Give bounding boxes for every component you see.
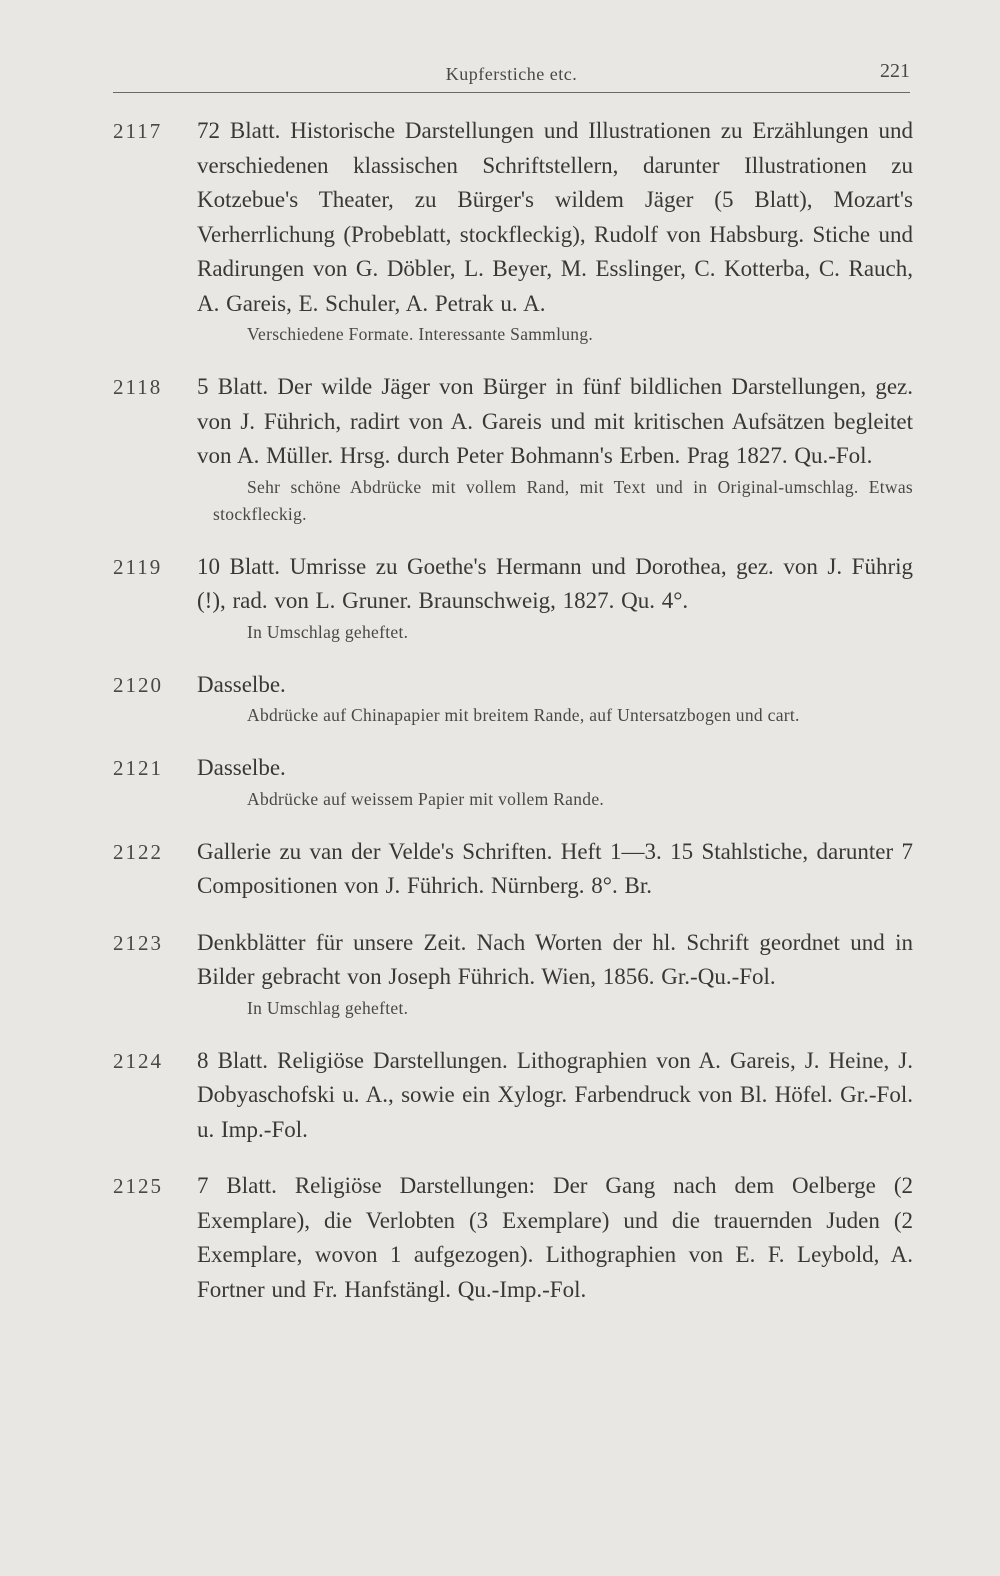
entry-note: Verschiedene Formate. Interessante Sammlung. (247, 324, 594, 344)
entry-note: Abdrücke auf weissem Papier mit vollem Rande. (247, 788, 605, 809)
entry-note: Sehr schöne Abdrücke mit vollem Rand, mit Text und in Original-umschlag. Etwas stockfleckig. (213, 476, 913, 524)
entry-description: Denkblätter für unsere Zeit. Nach Worten der hl. Schrift geordnet und in Bilder gebracht von Joseph Führich. Wien, 1856. Gr.-Qu.-Fol. (197, 929, 913, 989)
entry-number: 2117 (113, 119, 163, 143)
entry-description: 8 Blatt. Religiöse Darstellungen. Lithographien von A. Gareis, J. Heine, J. Dobyaschofski u. A., sowie ein Xylogr. Farbendruck von Bl. Höfel. Gr.-Fol. u. Imp.-Fol. (197, 1047, 913, 1142)
running-head (113, 58, 910, 93)
entry-number: 2121 (113, 756, 163, 780)
entry-number: 2118 (113, 375, 163, 399)
entry-description: 72 Blatt. Historische Darstellungen und Illustrationen zu Erzählungen und verschiedenen klassischen Schriftstellern, darunter Illustrationen zu Kotzebue's Theater, zu Bürger's wildem Jäger (5 Blatt), Mozart's Verherrlichung (Probeblatt, stockfleckig), Rudolf von Habsburg. Stiche und Radirungen von G. Döbler, L. Beyer, M. Esslinger, C. Kotterba, C. Rauch, A. Gareis, E. Schuler, A. Petrak u. A. (197, 118, 913, 316)
entry-description: Dasselbe. (197, 755, 286, 780)
entry-number: 2119 (113, 554, 163, 579)
entry-description: 7 Blatt. Religiöse Darstellungen: Der Gang nach dem Oelberge (2 Exemplare), die Verlobten (3 Exemplare) und die trauernden Juden (2 Exemplare, wovon 1 aufgezogen). Lithographien von E. F. Leybold, A. Fortner und Fr. Hanfstängl. Qu.-Imp.-Fol. (197, 1173, 913, 1302)
entry-list (113, 114, 913, 1329)
entry-description: 10 Blatt. Umrisse zu Goethe's Hermann und Dorothea, gez. von J. Führig (!), rad. von L. Gruner. Braunschweig, 1827. Qu. 4°. (197, 553, 913, 613)
page-number: 221 (880, 60, 910, 82)
entry-note: In Umschlag geheftet. (247, 997, 409, 1018)
catalog-entry (113, 835, 913, 904)
catalog-entry (113, 550, 913, 646)
catalog-entry (113, 1044, 913, 1148)
entry-number: 2124 (113, 1048, 163, 1073)
entry-note: Abdrücke auf Chinapapier mit breitem Rande, auf Untersatzbogen und cart. (247, 705, 800, 725)
entry-note: In Umschlag geheftet. (247, 621, 409, 642)
catalog-entry (113, 114, 913, 348)
entry-description: Gallerie zu van der Velde's Schriften. Heft 1—3. 15 Stahlstiche, darunter 7 Compositionen von J. Führich. Nürnberg. 8°. Br. (197, 838, 913, 898)
catalog-entry (113, 370, 913, 528)
entry-number: 2123 (113, 930, 163, 955)
catalog-entry (113, 668, 913, 730)
entry-number: 2125 (113, 1174, 163, 1198)
entry-description: Dasselbe. (197, 671, 286, 697)
catalog-entry (113, 926, 913, 1022)
entry-number: 2122 (113, 839, 163, 864)
catalog-entry (113, 751, 913, 813)
catalog-entry (113, 1169, 913, 1307)
entry-number: 2120 (113, 672, 163, 697)
entry-description: 5 Blatt. Der wilde Jäger von Bürger in fünf bildlichen Darstellungen, gez. von J. Führich, radirt von A. Gareis und mit kritischen Aufsätzen begleitet von A. Müller. Hrsg. durch Peter Bohmann's Erben. Prag 1827. Qu.-Fol. (197, 374, 913, 468)
running-head-title: Kupferstiche etc. (445, 64, 578, 84)
